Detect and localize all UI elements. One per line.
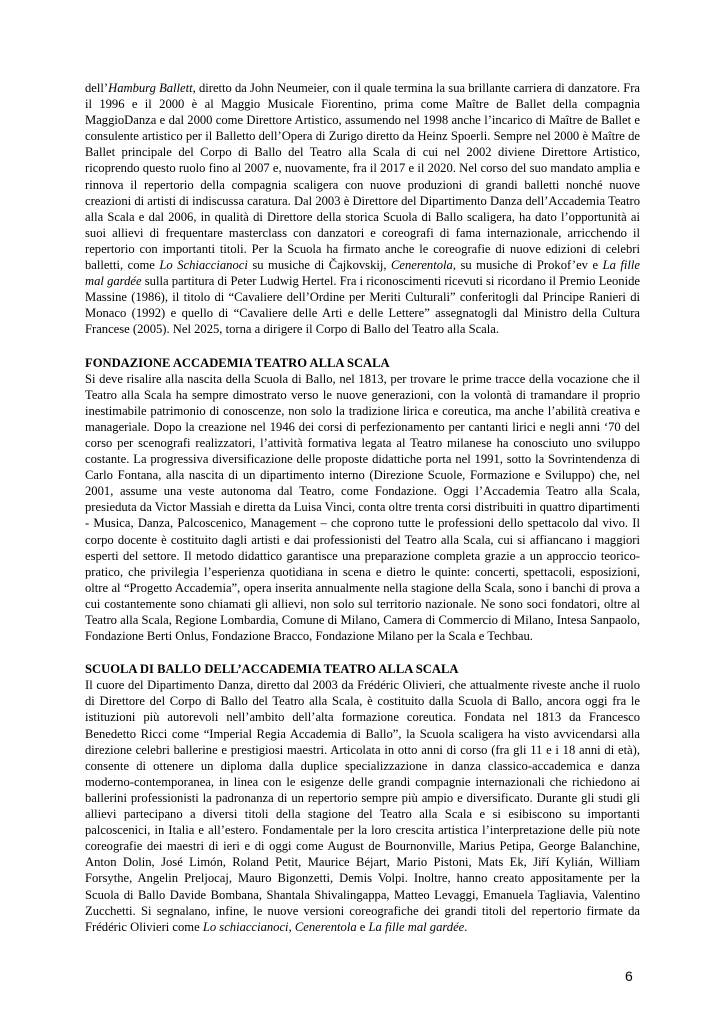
- text-run: sulla partitura di Peter Ludwig Hertel. Fra i riconoscimenti ricevuti si ricordano il Premio Leonide Massine (1986), il titolo di “Cavaliere dell’Ordine per Meriti Culturali” conferitogli dal Principe Ranieri di Monaco (1992) e quello di “Cavaliere delle Arti e delle Lettere” assegnatogli dal Ministro della Cultura Francese (2005). Nel 2025, torna a dirigere il Corpo di Ballo del Teatro alla Scala.: [85, 274, 640, 337]
- text-run: dell’: [85, 81, 109, 95]
- biography-paragraph: [85, 80, 640, 338]
- section-gap: [85, 338, 640, 355]
- section-gap: [85, 644, 640, 661]
- italic-title-run: Cenerentola: [294, 919, 357, 934]
- italic-title-run: Hamburg Ballett: [108, 81, 193, 95]
- page-number: 6: [625, 968, 633, 984]
- text-run: , diretto da John Neumeier, con il quale termina la sua brillante carriera di danzatore. Fra il 1996 e il 2000 è al Maggio Musicale Fiorentino, prima come Maître de Ballet della compagnia MaggioDanza e dal 2000 come Direttore Artistico, assumendo nel 1998 anche l’incarico di Maître de Ballet e consulente artistico per il Balletto dell’Opera di Zurigo diretto da Heinz Spoerli. Sempre nel 2000 è Maître de Ballet principale del Corpo di Ballo del Teatro alla Scala di cui nel 2002 diviene Direttore Artistico, ricoprendo questo ruolo fino al 2007 e, nuovamente, fra il 2017 e il 2020. Nel corso del suo mandato amplia e rinnova il repertorio della compagnia scaligera con nuove produzioni di grandi balletti nonché nuove creazioni di artisti di indiscussa caratura. Dal 2003 è Direttore del Dipartimento Danza dell’Accademia Teatro alla Scala e dal 2006, in qualità di Direttore della storica Scuola di Ballo scaligera, ha dato l’opportunità ai suoi allievi di frequentare masterclass con danzatori e coreografi di fama internazionale, arricchendo il repertorio con importanti titoli. Per la Scuola ha firmato anche le coreografie di nuove edizioni di celebri balletti, come: [85, 81, 640, 273]
- italic-title-run: La fille mal gardée: [368, 919, 465, 934]
- italic-title-run: La fille mal gardée: [85, 258, 640, 289]
- section-heading-scuola-di-ballo: SCUOLA DI BALLO DELL’ACCADEMIA TEATRO ALLA SCALA: [85, 662, 459, 677]
- italic-title-run: Lo Schiaccianoci: [159, 258, 248, 273]
- fondazione-paragraph: [85, 371, 640, 645]
- text-run: .: [464, 919, 468, 934]
- text-run: Si deve risalire alla nascita della Scuola di Ballo, nel 1813, per trovare le prime tracce della vocazione che il Teatro alla Scala ha sempre dimostrato verso le nuove generazioni, con la volontà di tramandare il proprio inestimabile patrimonio di conoscenze, non solo la tradizione lirica e coreutica, ma anche l’abilità creativa e manageriale. Dopo la creazione nel 1946 dei corsi di perfezionamento per cantanti lirici e negli anni ‘70 del corso per scenografi realizzatori, l’attività formativa legata al Teatro milanese ha conosciuto uno sviluppo costante. La progressiva diversificazione delle proposte didattiche porta nel 1991, sotto la Sovrintendenza di Carlo Fontana, alla nascita di un dipartimento interno (Direzione Scuole, Formazione e Sviluppo) che, nel 2001, assume una veste autonoma dal Teatro, come Fondazione. Oggi l’Accademia Teatro alla Scala, presieduta da Victor Massiah e diretta da Luisa Vinci, conta oltre trenta corsi distribuiti in quattro dipartimenti - Musica, Danza, Palcoscenico, Management – che coprono tutte le professioni dello spettacolo dal vivo. Il corpo docente è costituito dagli artisti e dai professionisti del Teatro alla Scala, cui si affiancano i maggiori esperti del settore. Il metodo didattico garantisce una preparazione completa grazie a un approccio teorico-pratico, che privilegia l’esperienza quotidiana in scena e dietro le quinte: concerti, spettacoli, esposizioni, oltre al “Progetto Accademia”, opera inserita annualmente nella stagione della Scala, sono i banchi di prova a cui costantemente sono chiamati gli allievi, non solo sul territorio nazionale. Ne sono soci fondatori, oltre al Teatro alla Scala, Regione Lombardia, Comune di Milano, Camera di Commercio di Milano, Intesa Sanpaolo, Fondazione Berti Onlus, Fondazione Bracco, Fondazione Milano per la Scala e Techbau.: [85, 371, 640, 644]
- text-run: Il cuore del Dipartimento Danza, diretto dal 2003 da Frédéric Olivieri, che attualmente riveste anche il ruolo di Direttore del Corpo di Ballo del Teatro alla Scala, è costituito dalla Scuola di Ballo, ancora oggi fra le istituzioni più autorevoli nell’ambito dell’alta formazione coreutica. Fondata nel 1813 da Francesco Benedetto Ricci come “Imperial Regia Accademia di Ballo”, la Scuola scaligera ha visto avvicendarsi alla direzione celebri ballerine e prestigiosi maestri. Articolata in otto anni di corso (fra gli 11 e i 18 anni di età), consente di ottenere un diploma dalla duplice specializzazione in danza classico-accademica e danza moderno-contemporanea, in linea con le esigenze delle grandi compagnie internazionali che richiedono ai ballerini professionisti la padronanza di un repertorio sempre più ampio e diversificato. Durante gli studi gli allievi partecipano a diversi titoli della stagione del Teatro alla Scala e si esibiscono su importanti palcoscenici, in Italia e all’estero. Fondamentale per la loro crescita artistica l’interpretazione delle più note coreografie dei maestri di ieri e di oggi come August de Bournonville, Marius Petipa, George Balanchine, Anton Dolin, José Limón, Roland Petit, Maurice Béjart, Mario Pistoni, Mats Ek, Jiří Kylián, William Forsythe, Angelin Preljocaj, Mauro Bigonzetti, Demis Volpi. Inoltre, hanno creato appositamente per la Scuola di Ballo Davide Bombana, Shantala Shivalingappa, Matteo Levaggi, Emanuela Tagliavia, Valentino Zucchetti. Si segnalano, infine, le nuove versioni coreografiche dei grandi titoli del repertorio firmate da Frédéric Olivieri come: [85, 678, 640, 934]
- section-heading-fondazione: FONDAZIONE ACCADEMIA TEATRO ALLA SCALA: [85, 355, 390, 370]
- text-run: e: [356, 919, 369, 934]
- italic-title-run: Lo schiaccianoci: [202, 919, 289, 934]
- scuola-di-ballo-paragraph: [85, 677, 640, 935]
- text-run: su musiche di Čajkovskij,: [247, 258, 392, 273]
- text-run: ,: [288, 919, 295, 934]
- italic-title-run: Cenerentola: [391, 258, 453, 273]
- text-run: , su musiche di Prokof’ev e: [452, 258, 603, 273]
- page-content: [85, 80, 640, 935]
